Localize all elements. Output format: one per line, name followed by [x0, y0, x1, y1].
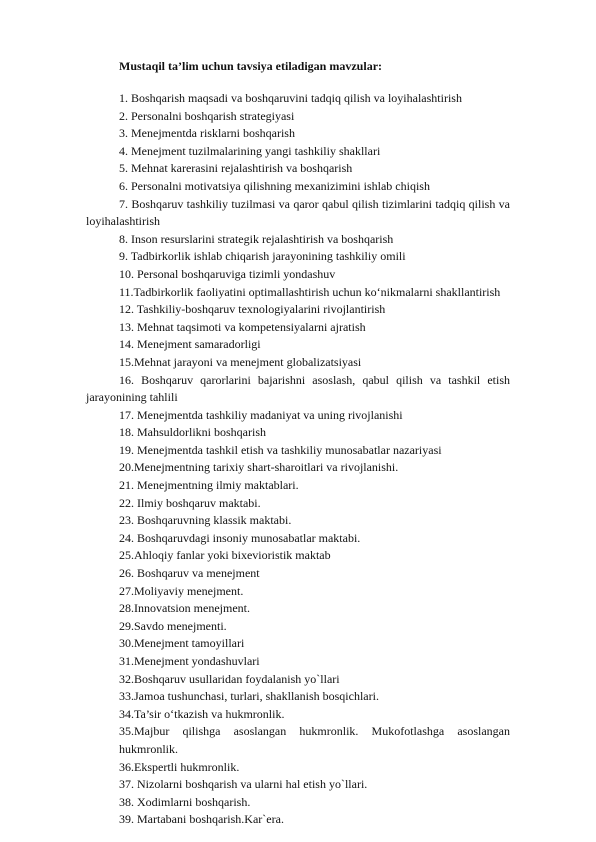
topic-item: 27.Moliyaviy menejment.	[119, 583, 244, 598]
topic-item: 39. Martabani boshqarish.Kar`era.	[119, 812, 284, 827]
topic-item: 6. Personalni motivatsiya qilishning mexanizimini ishlab chiqish	[119, 178, 430, 193]
topic-item: 25.Ahloqiy fanlar yoki bixevioristik maktab	[119, 548, 331, 563]
topic-item: 10. Personal boshqaruviga tizimli yondashuv	[119, 266, 336, 281]
topic-item: 24. Boshqaruvdagi insoniy munosabatlar maktabi.	[119, 530, 361, 545]
topic-item: 36.Ekspertli hukmronlik.	[119, 759, 240, 774]
topic-list	[86, 90, 510, 829]
topic-item: 37. Nizolarni boshqarish va ularni hal etish yo`llari.	[119, 777, 368, 792]
topic-item: 34.Ta’sir o‘tkazish va hukmronlik.	[119, 706, 285, 721]
topic-item: 19. Menejmentda tashkil etish va tashkiliy munosabatlar nazariyasi	[119, 442, 442, 457]
topic-item: 4. Menejment tuzilmalarining yangi tashkiliy shakllari	[119, 143, 381, 158]
topic-item: 32.Boshqaruv usullaridan foydalanish yo`llari	[119, 671, 340, 686]
topic-item: 38. Xodimlarni boshqarish.	[119, 794, 251, 809]
topic-item: 8. Inson resurslarini strategik rejalashtirish va boshqarish	[119, 231, 394, 246]
topic-item: 29.Savdo menejmenti.	[119, 618, 227, 633]
topic-item: 13. Mehnat taqsimoti va kompetensiyalarni ajratish	[119, 319, 366, 334]
topic-item: 23. Boshqaruvning klassik maktabi.	[119, 513, 292, 528]
topic-item: 7. Boshqaruv tashkiliy tuzilmasi va qaror qabul qilish tizimlarini tadqiq qilish va loyihalashtirish	[86, 196, 510, 229]
topic-item: 35.Majbur qilishga asoslangan hukmronlik. Mukofotlashga asoslangan hukmronlik.	[119, 724, 510, 756]
topic-item: 16. Boshqaruv qarorlarini bajarishni asoslash, qabul qilish va tashkil etish jarayonining tahlili	[86, 372, 510, 405]
topic-item: 30.Menejment tamoyillari	[119, 636, 245, 651]
topic-item: 14. Menejment samaradorligi	[119, 337, 261, 352]
section-heading: Mustaqil ta’lim uchun tavsiya etiladigan mavzular:	[119, 59, 383, 73]
topic-item: 26. Boshqaruv va menejment	[119, 566, 260, 581]
topic-item: 18. Mahsuldorlikni boshqarish	[119, 425, 266, 440]
topic-item: 12. Tashkiliy-boshqaruv texnologiyalarini rivojlantirish	[119, 302, 386, 317]
topic-item: 31.Menejment yondashuvlari	[119, 654, 260, 668]
topic-item: 9. Tadbirkorlik ishlab chiqarish jarayonining tashkiliy omili	[119, 249, 406, 264]
topic-item: 1. Boshqarish maqsadi va boshqaruvini tadqiq qilish va loyihalashtirish	[119, 91, 462, 105]
topic-item: 28.Innovatsion menejment.	[119, 601, 250, 616]
topic-item: 21. Menejmentning ilmiy maktablari.	[119, 478, 299, 493]
topic-item: 17. Menejmentda tashkiliy madaniyat va uning rivojlanishi	[119, 407, 403, 422]
topic-item: 20.Menejmentning tarixiy shart-sharoitlari va rivojlanishi.	[119, 460, 399, 475]
topic-item: 33.Jamoa tushunchasi, turlari, shakllanish bosqichlari.	[119, 689, 379, 704]
topic-item: 15.Mehnat jarayoni va menejment globalizatsiyasi	[119, 354, 362, 369]
topic-item: 2. Personalni boshqarish strategiyasi	[119, 108, 295, 123]
topic-item: 11.Tadbirkorlik faoliyatini optimallashtirish uchun ko‘nikmalarni shakllantirish	[119, 284, 501, 299]
topic-item: 5. Mehnat karerasini rejalashtirish va boshqarish	[119, 161, 353, 176]
topic-item: 22. Ilmiy boshqaruv maktabi.	[119, 495, 261, 510]
topic-item: 3. Menejmentda risklarni boshqarish	[119, 126, 295, 141]
